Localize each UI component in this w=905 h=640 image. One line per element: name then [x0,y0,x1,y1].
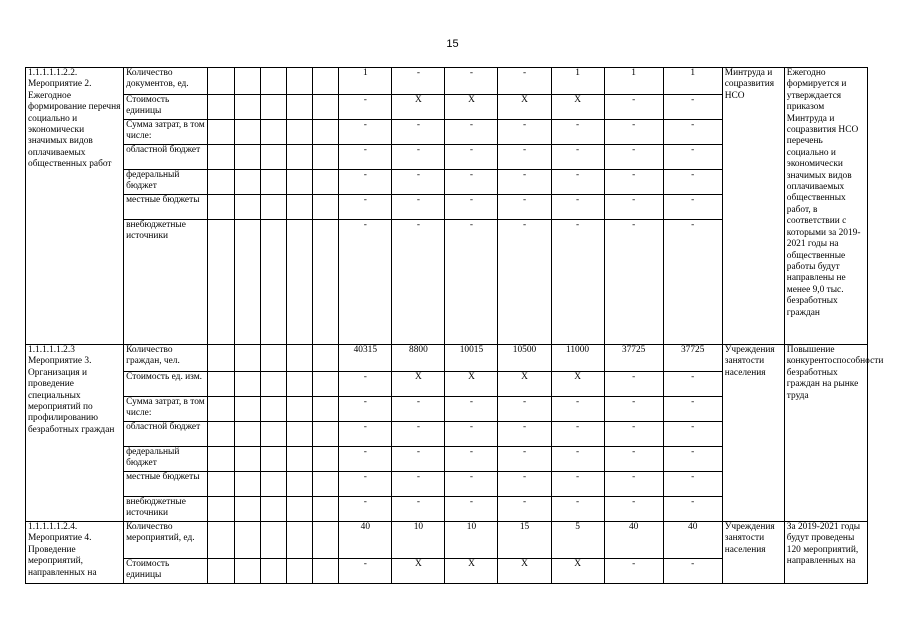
value-cell: X [498,372,551,397]
indicator-label-cell: местные бюджеты [124,195,208,220]
empty-cell [287,372,313,397]
empty-cell [287,145,313,170]
value-cell: 37725 [663,345,722,372]
value-cell: - [498,397,551,422]
value-cell: - [392,397,445,422]
value-cell: - [663,220,722,345]
value-cell: 1 [339,68,392,95]
empty-cell [208,220,235,345]
indicator-label-cell: внебюджетные источники [124,497,208,522]
value-cell: - [339,195,392,220]
value-cell: - [498,447,551,472]
indicator-label-cell: внебюджетные источники [124,220,208,345]
activity-code-cell: 1.1.1.1.1.2.3 Мероприятие 3. Организация и проведение специальных мероприятий по профилированию безработных граждан [26,345,124,522]
empty-cell [208,170,235,195]
activities-table [25,67,884,584]
value-cell: - [339,397,392,422]
empty-cell [235,220,261,345]
empty-cell [287,497,313,522]
value-cell: - [498,220,551,345]
empty-cell [313,345,339,372]
value-cell: - [445,145,498,170]
empty-cell [313,497,339,522]
value-cell: - [392,195,445,220]
empty-cell [235,422,261,447]
indicator-label-cell: Стоимость единицы [124,559,208,584]
empty-cell [208,195,235,220]
value-cell: - [663,397,722,422]
value-cell: - [498,422,551,447]
value-cell: X [445,372,498,397]
empty-cell [261,170,287,195]
value-cell: - [392,220,445,345]
value-cell: - [551,145,604,170]
empty-cell [261,397,287,422]
value-cell: - [339,220,392,345]
value-cell: - [604,170,663,195]
indicator-label-cell: Стоимость единицы [124,95,208,120]
value-cell: - [663,372,722,397]
executor-cell: Минтруда и соцразвития НСО [722,68,784,345]
expected-result-cell: Ежегодно формируется и утверждается приказом Минтруда и соцразвития НСО перечень социально и экономически значимых видов оплачиваемых общественных работ, в соответствии с которыми за 2019-2021 годы на общественные работы будут направлены не менее 9,0 тыс. безработных граждан [784,68,867,345]
value-cell: 1 [663,68,722,95]
empty-cell [208,447,235,472]
empty-cell [235,68,261,95]
empty-cell [261,559,287,584]
value-cell: - [604,422,663,447]
value-cell: - [339,472,392,497]
value-cell: - [498,120,551,145]
value-cell: - [663,559,722,584]
indicator-label-cell: областной бюджет [124,422,208,447]
value-cell: 1 [604,68,663,95]
value-cell: X [445,95,498,120]
value-cell: - [604,145,663,170]
empty-cell [313,170,339,195]
value-cell: - [392,170,445,195]
value-cell: - [392,497,445,522]
empty-cell [235,447,261,472]
value-cell: - [551,170,604,195]
empty-cell [235,170,261,195]
empty-cell [261,447,287,472]
value-cell: - [339,422,392,447]
empty-cell [261,95,287,120]
value-cell: - [551,397,604,422]
empty-cell [313,372,339,397]
expected-result-cell: Повышение конкурентоспособности безработных граждан на рынке труда [784,345,867,522]
empty-cell [235,559,261,584]
value-cell: - [663,145,722,170]
empty-cell [313,68,339,95]
empty-cell [261,345,287,372]
empty-cell [208,145,235,170]
page-number: 15 [446,38,459,50]
empty-cell [208,559,235,584]
empty-cell [261,497,287,522]
empty-cell [313,195,339,220]
empty-cell [235,497,261,522]
value-cell: X [392,95,445,120]
executor-cell: Учреждения занятости населения [722,345,784,522]
empty-cell [235,120,261,145]
empty-cell [261,472,287,497]
value-cell: - [445,195,498,220]
empty-cell [261,522,287,559]
empty-cell [235,397,261,422]
empty-cell [287,397,313,422]
empty-cell [287,195,313,220]
activity-code-cell: 1.1.1.1.1.2.2. Мероприятие 2. Ежегодное формирование перечня социально и экономически значимых видов оплачиваемых общественных работ [26,68,124,345]
indicator-label-cell: Количество граждан, чел. [124,345,208,372]
executor-cell: Учреждения занятости населения [722,522,784,584]
empty-cell [287,95,313,120]
value-cell: - [604,95,663,120]
empty-cell [287,170,313,195]
empty-cell [208,95,235,120]
table-body [26,68,884,584]
empty-cell [313,397,339,422]
value-cell: - [663,472,722,497]
empty-cell [235,372,261,397]
value-cell: - [498,472,551,497]
value-cell: - [445,422,498,447]
table-row [26,522,868,559]
indicator-label-cell: Количество мероприятий, ед. [124,522,208,559]
value-cell: 37725 [604,345,663,372]
value-cell: - [445,170,498,195]
value-cell: - [445,497,498,522]
empty-cell [208,522,235,559]
value-cell: 40 [663,522,722,559]
value-cell: - [339,145,392,170]
value-cell: X [551,95,604,120]
value-cell: 10 [445,522,498,559]
empty-cell [287,447,313,472]
indicator-label-cell: областной бюджет [124,145,208,170]
empty-cell [313,120,339,145]
empty-cell [208,497,235,522]
empty-cell [235,195,261,220]
empty-cell [287,422,313,447]
value-cell: - [339,497,392,522]
value-cell: X [498,559,551,584]
table-row [26,345,868,372]
value-cell: - [604,372,663,397]
empty-cell [208,472,235,497]
value-cell: X [392,372,445,397]
value-cell: 1 [551,68,604,95]
value-cell: - [339,372,392,397]
empty-cell [261,422,287,447]
value-cell: - [604,559,663,584]
value-cell: - [498,497,551,522]
table-row [26,68,868,95]
value-cell: 40 [339,522,392,559]
value-cell: - [551,220,604,345]
value-cell: X [392,559,445,584]
value-cell: 40 [604,522,663,559]
expected-result-cell: За 2019-2021 годы будут проведены 120 мероприятий, направленных на [784,522,867,584]
indicator-label-cell: Стоимость ед. изм. [124,372,208,397]
value-cell: - [551,447,604,472]
value-cell: - [663,120,722,145]
empty-cell [287,68,313,95]
value-cell: - [551,120,604,145]
empty-cell [261,120,287,145]
empty-cell [287,472,313,497]
value-cell: - [392,472,445,497]
empty-cell [313,472,339,497]
value-cell: - [392,145,445,170]
indicator-label-cell: федеральный бюджет [124,447,208,472]
empty-cell [235,345,261,372]
value-cell: - [445,472,498,497]
empty-cell [208,397,235,422]
value-cell: - [498,195,551,220]
empty-cell [208,68,235,95]
empty-cell [208,120,235,145]
empty-cell [287,120,313,145]
empty-cell [287,345,313,372]
empty-cell [235,145,261,170]
value-cell: - [445,220,498,345]
empty-cell [313,220,339,345]
value-cell: - [339,120,392,145]
empty-cell [235,522,261,559]
value-cell: - [392,120,445,145]
empty-cell [261,68,287,95]
value-cell: 11000 [551,345,604,372]
value-cell: - [663,195,722,220]
indicator-label-cell: Количество документов, ед. [124,68,208,95]
empty-cell [287,220,313,345]
empty-cell [208,422,235,447]
value-cell: - [498,145,551,170]
value-cell: - [604,220,663,345]
value-cell: - [551,472,604,497]
value-cell: - [392,68,445,95]
empty-cell [235,95,261,120]
value-cell: - [663,447,722,472]
value-cell: 5 [551,522,604,559]
value-cell: - [604,195,663,220]
value-cell: - [551,497,604,522]
empty-cell [235,472,261,497]
empty-cell [208,345,235,372]
value-cell: - [604,497,663,522]
empty-cell [313,145,339,170]
value-cell: - [445,120,498,145]
empty-cell [313,559,339,584]
value-cell: - [663,422,722,447]
value-cell: - [551,422,604,447]
value-cell: - [498,170,551,195]
indicator-label-cell: Сумма затрат, в том числе: [124,397,208,422]
value-cell: X [551,559,604,584]
value-cell: - [339,170,392,195]
value-cell: 10015 [445,345,498,372]
empty-cell [313,422,339,447]
empty-cell [261,220,287,345]
value-cell: - [445,68,498,95]
value-cell: 10500 [498,345,551,372]
value-cell: - [339,447,392,472]
value-cell: X [445,559,498,584]
value-cell: - [604,447,663,472]
activity-code-cell: 1.1.1.1.1.2.4. Мероприятие 4. Проведение мероприятий, направленных на [26,522,124,584]
indicator-label-cell: Сумма затрат, в том числе: [124,120,208,145]
value-cell: - [445,447,498,472]
value-cell: - [604,397,663,422]
indicator-label-cell: местные бюджеты [124,472,208,497]
value-cell: - [663,170,722,195]
value-cell: - [392,447,445,472]
value-cell: - [604,472,663,497]
empty-cell [313,95,339,120]
indicator-label-cell: федеральный бюджет [124,170,208,195]
value-cell: - [663,95,722,120]
value-cell: - [604,120,663,145]
empty-cell [208,372,235,397]
value-cell: 40315 [339,345,392,372]
empty-cell [313,447,339,472]
value-cell: X [551,372,604,397]
value-cell: 8800 [392,345,445,372]
value-cell: - [498,68,551,95]
value-cell: - [339,95,392,120]
value-cell: - [445,397,498,422]
empty-cell [287,522,313,559]
value-cell: - [339,559,392,584]
empty-cell [287,559,313,584]
value-cell: - [392,422,445,447]
empty-cell [261,145,287,170]
value-cell: - [663,497,722,522]
empty-cell [261,372,287,397]
value-cell: X [498,95,551,120]
value-cell: 10 [392,522,445,559]
value-cell: - [551,195,604,220]
value-cell: 15 [498,522,551,559]
empty-cell [313,522,339,559]
empty-cell [261,195,287,220]
